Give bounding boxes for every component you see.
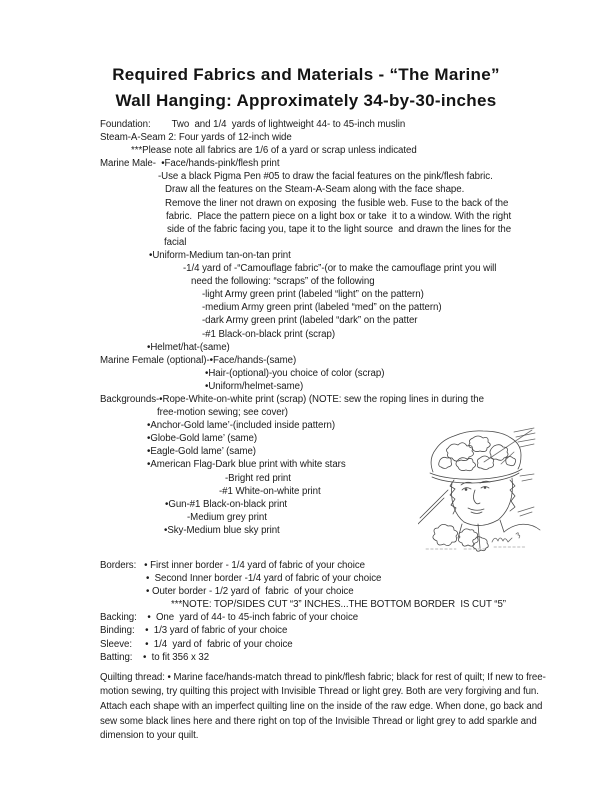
helmet-group [430, 431, 522, 483]
document-line: Remove the liner not drawn on exposing the fusible web. Fuse to the back of the [165, 197, 509, 209]
document-line: •Helmet/hat-(same) [147, 341, 230, 353]
document-line: Binding: • 1/3 yard of fabric of your choice [100, 625, 288, 637]
document-line: •American Flag-Dark blue print with white stars [147, 459, 346, 471]
title-line-2: Wall Hanging: Approximately 34-by-30-inches [115, 91, 497, 110]
title-line-1: Required Fabrics and Materials - “The Marine” [112, 65, 500, 84]
document-line: fabric. Place the pattern piece on a light box or take it to a window. With the right [166, 210, 512, 222]
document-line: ***NOTE: TOP/SIDES CUT “3” INCHES...THE BOTTOM BORDER IS CUT “5” [171, 599, 506, 611]
document-line: free-motion sewing; see cover) [157, 407, 288, 419]
document-line: ***Please note all fabrics are 1/6 of a yard or scrap unless indicated [131, 145, 417, 157]
document-line: need the following: “scraps” of the following [191, 276, 375, 288]
document-line: -#1 White-on-white print [219, 485, 321, 497]
marine-sketch-svg [418, 426, 544, 556]
face-group [418, 478, 515, 526]
quilting-thread-paragraph: Quilting thread: • Marine face/hands-match thread to pink/flesh fabric; black for rest of quilt; If new to free-motion sewing, try quilting this project with Invisible Thread or light grey. Both are very forgiving and fun. Attach each shape with an imperfect quilting line on the inside of the raw edge. When done, go back and sew some black lines here and there right on top of the Invisible Thread or light grey to add sparkle and dimension to your quilt. [100, 671, 546, 742]
document-line: -Bright red print [225, 472, 291, 484]
document-line: -medium Army green print (labeled “med” on the pattern) [202, 302, 442, 314]
dashed-caption-line [426, 547, 526, 549]
document-line: •Uniform-Medium tan-on-tan print [149, 249, 291, 261]
document-line: -Medium grey print [187, 511, 267, 523]
document-line: Marine Male- •Face/hands-pink/flesh print [100, 158, 280, 170]
document-line: •Gun-#1 Black-on-black print [165, 498, 288, 510]
document-line: -#1 Black-on-black print (scrap) [202, 328, 335, 340]
document-line: Steam-A-Seam 2: Four yards of 12-inch wide [100, 132, 292, 144]
document-line: -light Army green print (labeled “light” on the pattern) [202, 289, 424, 301]
document-line: •Globe-Gold lame’ (same) [147, 433, 258, 445]
marine-sketch-image [418, 426, 544, 556]
document-line: Draw all the features on the Steam-A-Seam along with the face shape. [165, 184, 465, 196]
document-line: Backing: • One yard of 44- to 45-inch fabric of your choice [100, 612, 359, 624]
document-line: Sleeve: • 1/4 yard of fabric of your choice [100, 638, 293, 650]
document-line: Borders: • First inner border - 1/4 yard of fabric of your choice [100, 560, 365, 571]
document-line: facial [164, 236, 187, 248]
document-line: •Anchor-Gold lame’-(included inside pattern) [147, 420, 336, 432]
document-line: •Uniform/helmet-same) [205, 380, 304, 392]
document-line: Batting: • to fit 356 x 32 [100, 651, 210, 663]
document-line: -dark Army green print (labeled “dark” on the patter [202, 315, 418, 327]
document-line: side of the fabric facing you, tape it to the light source and drawn the lines for the [167, 223, 512, 235]
document-line: •Sky-Medium blue sky print [164, 524, 280, 536]
document-line: • Outer border - 1/2 yard of fabric of your choice [146, 586, 354, 598]
document-title [0, 62, 612, 114]
document-line: Marine Female (optional)-•Face/hands-(same) [100, 354, 297, 366]
document-line: •Eagle-Gold lame’ (same) [147, 446, 256, 458]
document-line: Backgrounds-•Rope-White-on-white print (scrap) (NOTE: sew the roping lines in during the [100, 393, 484, 405]
document-line: • Second Inner border -1/4 yard of fabric of your choice [146, 573, 382, 585]
document-line: Foundation: Two and 1/4 yards of lightweight 44- to 45-inch muslin [100, 119, 406, 130]
document-line: •Hair-(optional)-you choice of color (scrap) [205, 367, 385, 379]
document-line: -Use a black Pigma Pen #05 to draw the facial features on the pink/flesh fabric. [158, 171, 493, 183]
document-line: -1/4 yard of -“Camouflage fabric”-(or to make the camouflage print you will [183, 263, 497, 275]
